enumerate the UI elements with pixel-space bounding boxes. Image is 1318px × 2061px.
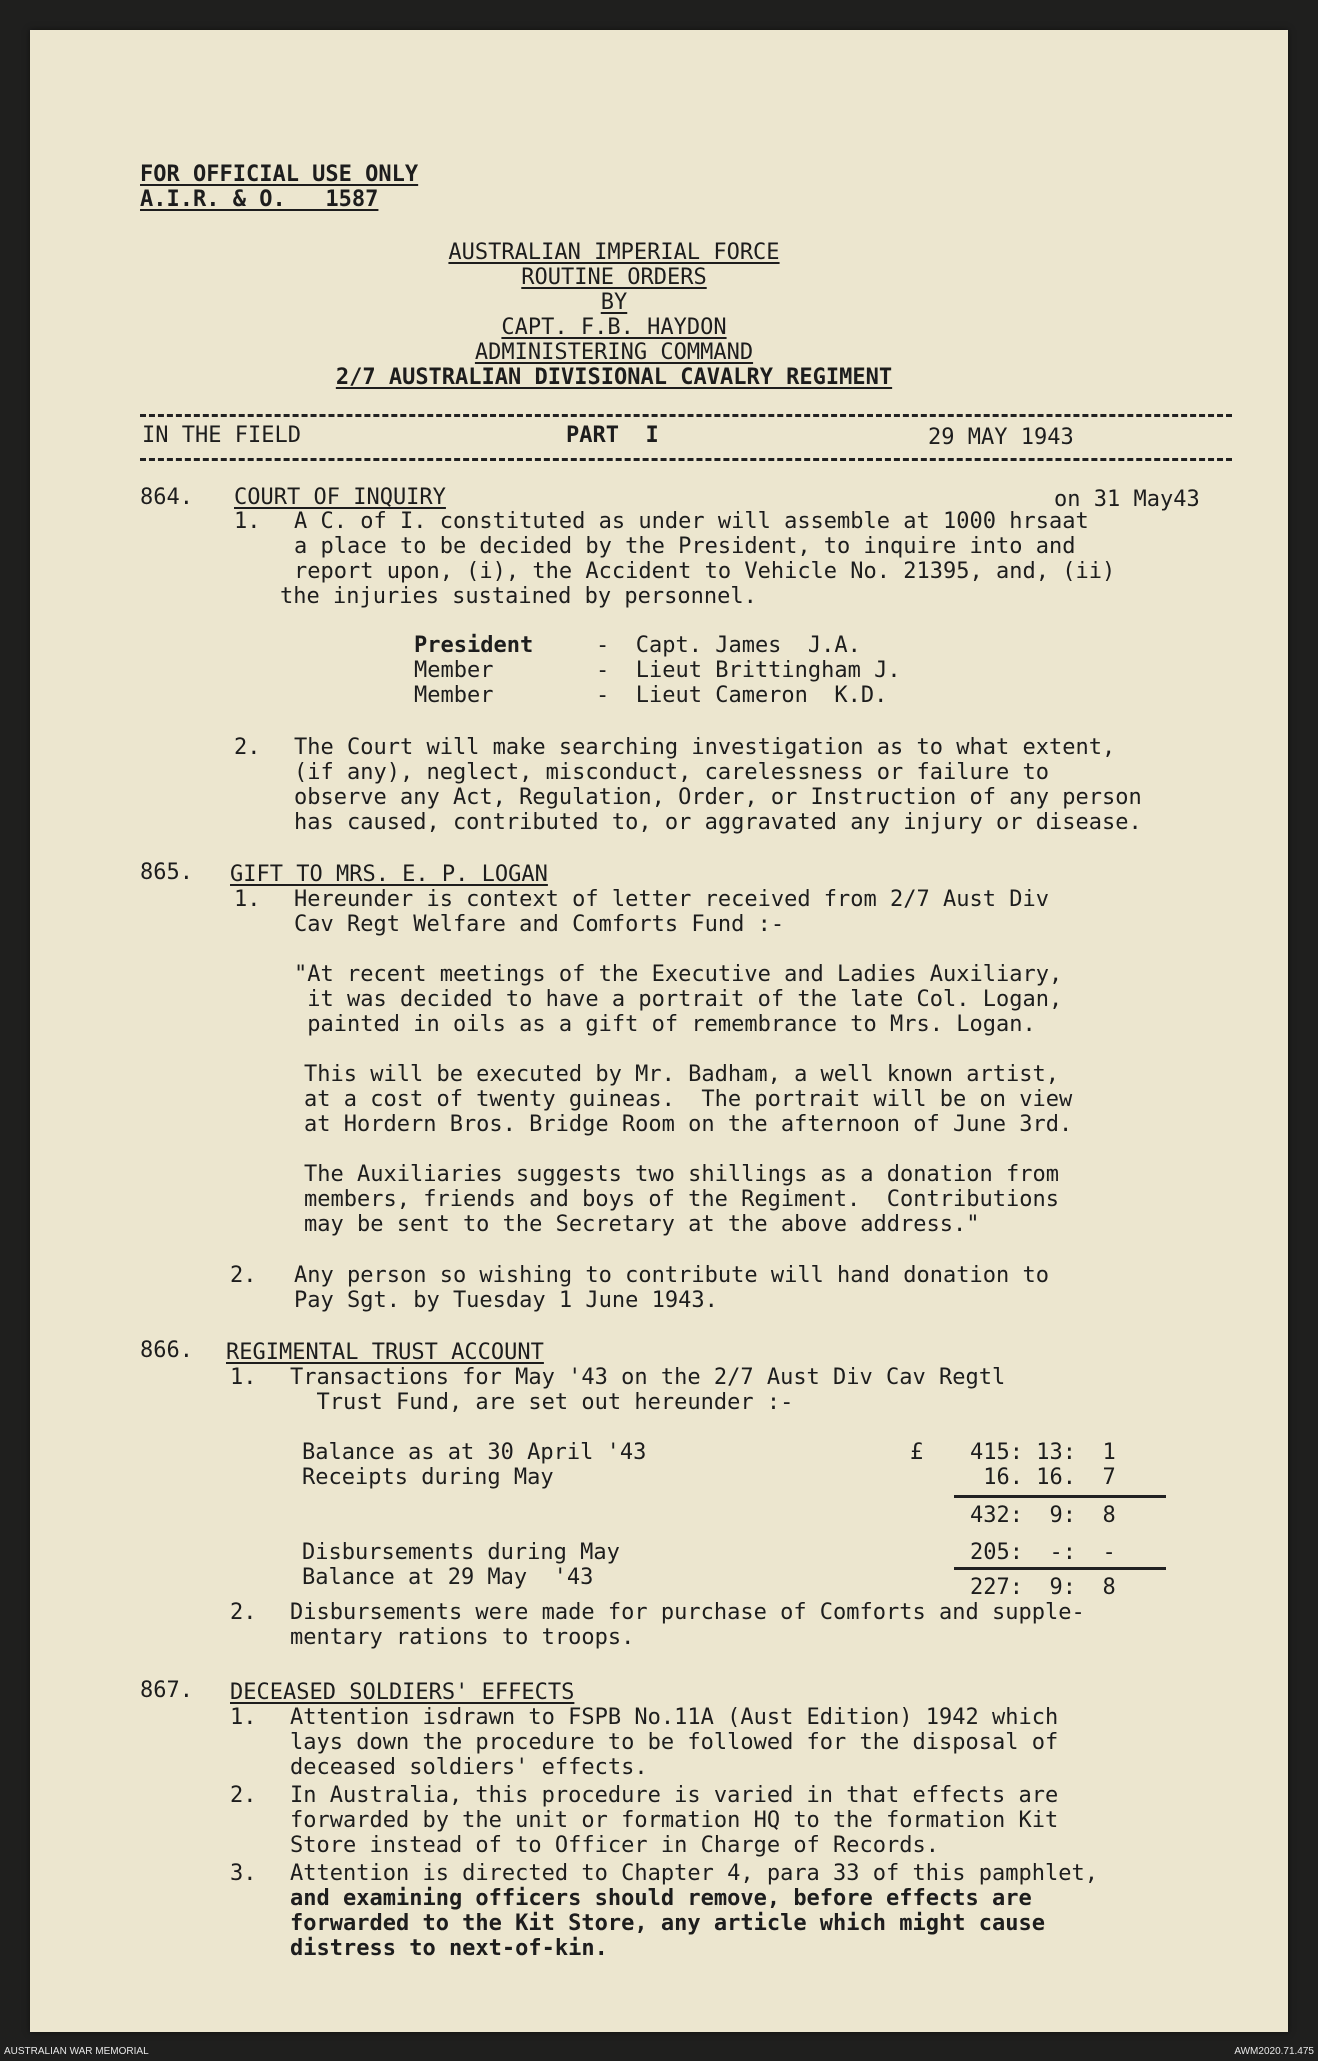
title-line: ROUTINE ORDERS: [521, 265, 707, 290]
member-name: - Lieut Cameron K.D.: [596, 683, 888, 708]
text-line: Cav Regt Welfare and Comforts Fund :-: [294, 912, 785, 937]
account-label: Disbursements during May: [302, 1540, 620, 1565]
order-reference: A.I.R. & O. 1587: [140, 187, 379, 212]
text-line: it was decided to have a portrait of the late Col. Logan,: [294, 987, 1063, 1012]
text-line: This will be executed by Mr. Badham, a well known artist,: [304, 1062, 1059, 1087]
text-line: Trust Fund, are set out hereunder :-: [290, 1390, 794, 1415]
paragraph: [290, 1705, 1058, 1780]
para-number: 1.: [234, 887, 261, 912]
account-amount: 415: 13: 1: [970, 1440, 1116, 1465]
order-date: 29 MAY 1943: [928, 425, 1074, 450]
order-number: 864.: [140, 485, 193, 510]
currency-symbol: £: [910, 1440, 924, 1465]
text-line: deceased soldiers' effects.: [290, 1755, 648, 1780]
order-title: COURT OF INQUIRY: [234, 485, 446, 510]
title-line: BY: [600, 290, 628, 315]
text-line: Store instead of to Officer in Charge of Records.: [290, 1833, 940, 1858]
text-line: Disbursements were made for purchase of Comforts and supple-: [290, 1600, 1085, 1625]
para-number: 2.: [230, 1263, 257, 1288]
text-line: A C. of I. constituted as under will assemble at 1000 hrsaat: [294, 509, 1089, 534]
text-line: report upon, (i), the Accident to Vehicle No. 21395, and, (ii): [294, 559, 1116, 584]
para-number: 1.: [230, 1705, 257, 1730]
text-line: has caused, contributed to, or aggravated any injury or disease.: [294, 810, 1142, 835]
text-line: The Auxiliaries suggests two shillings as a donation from: [304, 1162, 1059, 1187]
text-line: Any person so wishing to contribute will hand donation to: [294, 1263, 1049, 1288]
quoted-letter: [294, 962, 1062, 1037]
text-line: mentary rations to troops.: [290, 1625, 635, 1650]
order-number: 867.: [140, 1678, 193, 1703]
location-label: IN THE FIELD: [142, 423, 301, 448]
part-label: PART I: [566, 423, 659, 448]
account-label: Balance as at 30 April '43: [302, 1440, 647, 1465]
account-amount: 227: 9: 8: [970, 1575, 1116, 1600]
account-label: Balance at 29 May '43: [302, 1565, 594, 1590]
court-members: [414, 633, 533, 708]
paragraph: [290, 1783, 1058, 1858]
text-line: "At recent meetings of the Executive and Ladies Auxiliary,: [294, 962, 1063, 987]
para-number: 2.: [234, 735, 261, 760]
account-labels: [302, 1440, 646, 1490]
text-line: at a cost of twenty guineas. The portrait will be on view: [304, 1087, 1073, 1112]
text-line: lays down the procedure to be followed for the disposal of: [290, 1730, 1059, 1755]
paragraph: [290, 1365, 1005, 1415]
title-line: 2/7 AUSTRALIAN DIVISIONAL CAVALRY REGIMENT: [335, 365, 893, 390]
court-member-names: [596, 633, 901, 708]
para-number: 1.: [234, 509, 261, 534]
member-name: - Lieut Brittingham J.: [596, 658, 901, 683]
paragraph: [290, 1600, 1085, 1650]
paragraph: [294, 1263, 1049, 1313]
title-line: CAPT. F.B. HAYDON: [501, 315, 727, 340]
text-line: (if any), neglect, misconduct, carelessness or failure to: [294, 760, 1049, 785]
text-line: Hereunder is context of letter received from 2/7 Aust Div: [294, 887, 1049, 912]
order-title: DECEASED SOLDIERS' EFFECTS: [230, 1680, 575, 1705]
footer-credit: AUSTRALIAN WAR MEMORIAL: [4, 2046, 149, 2057]
member-role: President: [414, 633, 534, 658]
text-line: Pay Sgt. by Tuesday 1 June 1943.: [294, 1288, 718, 1313]
paragraph: [294, 509, 1115, 584]
account-amount: 432: 9: 8: [970, 1503, 1116, 1528]
text-line: Transactions for May '43 on the 2/7 Aust Div Cav Regtl: [290, 1365, 1006, 1390]
paragraph: [290, 1861, 1098, 1961]
divider: [140, 458, 1232, 461]
account-label: Receipts during May: [302, 1465, 554, 1490]
text-line: forwarded by the unit or formation HQ to the formation Kit: [290, 1808, 1059, 1833]
para-number: 1.: [230, 1365, 257, 1390]
text-line: may be sent to the Secretary at the above address.": [304, 1212, 980, 1237]
member-role: Member: [414, 683, 494, 708]
title-line: AUSTRALIAN IMPERIAL FORCE: [448, 240, 780, 265]
text-line: and examining officers should remove, before effects are: [290, 1886, 1032, 1911]
sum-rule: [954, 1495, 1166, 1498]
text-line: painted in oils as a gift of remembrance to Mrs. Logan.: [294, 1012, 1036, 1037]
divider: [140, 414, 1232, 417]
text-line: observe any Act, Regulation, Order, or Instruction of any person: [294, 785, 1142, 810]
order-number: 865.: [140, 860, 193, 885]
text-line: In Australia, this procedure is varied in that effects are: [290, 1783, 1059, 1808]
text-line: forwarded to the Kit Store, any article which might cause: [290, 1911, 1045, 1936]
title-line: ADMINISTERING COMMAND: [474, 340, 754, 365]
member-role: Member: [414, 658, 494, 683]
para-number: 2.: [230, 1600, 257, 1625]
restriction-label: FOR OFFICIAL USE ONLY: [140, 162, 419, 187]
account-amount: 16. 16. 7: [970, 1465, 1116, 1490]
para-number: 3.: [230, 1861, 257, 1886]
text-line: members, friends and boys of the Regiment. Contributions: [304, 1187, 1059, 1212]
inquiry-date-note: on 31 May43: [1054, 487, 1200, 512]
account-labels: [302, 1540, 620, 1590]
footer-accession-number: AWM2020.71.475: [1234, 2046, 1314, 2057]
text-line: Attention isdrawn to FSPB No.11A (Aust Edition) 1942 which: [290, 1705, 1059, 1730]
paragraph: [294, 735, 1142, 835]
order-title: GIFT TO MRS. E. P. LOGAN: [230, 862, 548, 887]
quoted-letter: [304, 1062, 1072, 1137]
paragraph: [294, 887, 1049, 937]
member-name: - Capt. James J.A.: [596, 633, 861, 658]
order-title: REGIMENTAL TRUST ACCOUNT: [226, 1340, 544, 1365]
text-line: distress to next-of-kin.: [290, 1936, 608, 1961]
para-number: 2.: [230, 1783, 257, 1808]
order-number: 866.: [140, 1338, 193, 1363]
text-line: The Court will make searching investigation as to what extent,: [294, 735, 1116, 760]
title-block: [270, 240, 958, 390]
text-line: at Hordern Bros. Bridge Room on the afternoon of June 3rd.: [304, 1112, 1073, 1137]
text-line: the injuries sustained by personnel.: [280, 584, 757, 609]
text-line: Attention is directed to Chapter 4, para 33 of this pamphlet,: [290, 1861, 1098, 1886]
account-amount: 205: -: -: [970, 1540, 1116, 1565]
text-line: a place to be decided by the President, to inquire into and: [294, 534, 1076, 559]
quoted-letter: [304, 1162, 1059, 1237]
sum-rule: [954, 1567, 1166, 1570]
